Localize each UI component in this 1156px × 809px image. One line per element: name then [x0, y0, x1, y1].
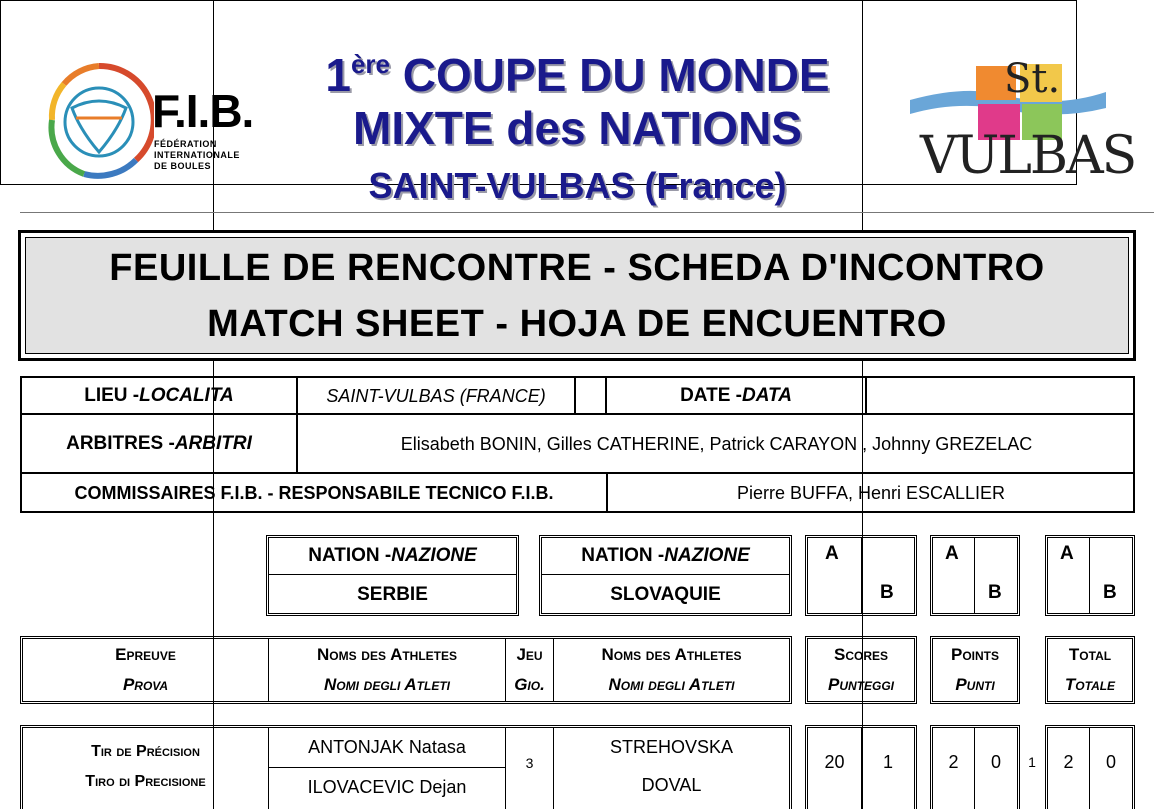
sheet-title-box — [18, 230, 1136, 361]
points-col-a: A — [945, 543, 959, 564]
saint-vulbas-logo-top: St. — [1004, 56, 1061, 102]
title-line-1: 1ère COUPE DU MONDE — [325, 49, 830, 101]
row-epreuve: Tir de Précision Tiro di Precisione — [85, 743, 206, 790]
fib-logo — [44, 60, 254, 182]
nation-b-name: SLOVAQUIE — [610, 584, 721, 605]
points-col-b: B — [988, 582, 1002, 603]
fib-emblem-icon — [44, 60, 154, 182]
date-value — [867, 378, 1133, 414]
row-athlete-b1: STREHOVSKA — [609, 737, 734, 757]
saint-vulbas-logo — [908, 56, 1136, 191]
header-noms-a: Noms des Athletes Nomi degli Atleti — [316, 645, 458, 694]
row-total-b: 0 — [1105, 751, 1116, 772]
nation-b-label: NATION - NAZIONE — [581, 544, 750, 566]
total-col-a: A — [1060, 543, 1074, 564]
fib-logo-sub: FÉDÉRATION INTERNATIONALE DE BOULES — [154, 139, 240, 171]
sheet-title-line-1: FEUILLE DE RENCONTRE - SCHEDA D'INCONTRO — [109, 246, 1045, 289]
row-score-b: 1 — [882, 751, 893, 772]
commissaires-label: COMMISSAIRES F.I.B. - RESPONSABILE TECNICO F.I.B. — [74, 482, 554, 503]
lieu-label: LIEU - LOCALITA — [84, 385, 234, 406]
row-score-a: 20 — [824, 751, 845, 772]
row-total-a: 2 — [1063, 751, 1074, 772]
title-line-3: SAINT-VULBAS (France) — [368, 165, 787, 206]
date-label: DATE - DATA — [680, 385, 792, 406]
row-athlete-a2: ILOVACEVIC Dejan — [307, 776, 467, 797]
arbitres-label: ARBITRES - ARBITRI — [66, 433, 252, 454]
arbitres-value: Elisabeth BONIN, Gilles CATHERINE, Patrick CARAYON , Johnny GREZELAC — [400, 433, 1033, 454]
lieu-value: SAINT-VULBAS (FRANCE) — [298, 378, 576, 414]
nation-a-name: SERBIE — [357, 584, 428, 605]
header-divider — [20, 212, 1154, 213]
total-ab-header — [1045, 535, 1135, 616]
total-col-b: B — [1103, 582, 1117, 603]
header-points: Points Punti — [950, 645, 999, 694]
title-line-2: MIXTE des NATIONS — [353, 102, 802, 154]
row-athlete-a1: ANTONJAK Natasa — [308, 737, 466, 757]
header-epreuve: Epreuve Prova — [115, 645, 176, 694]
row-points-b: 0 — [990, 751, 1001, 772]
sheet-title-line-2: MATCH SHEET - HOJA DE ENCUENTRO — [207, 302, 947, 345]
header-total: Total Totale — [1064, 645, 1116, 694]
fib-logo-text: F.I.B. — [152, 85, 254, 137]
row-athlete-b2: DOVAL — [641, 774, 702, 795]
row-jeu: 3 — [525, 755, 534, 771]
scores-col-b: B — [880, 582, 894, 603]
scores-col-a: A — [825, 543, 839, 564]
commissaires-value: Pierre BUFFA, Henri ESCALLIER — [736, 482, 1006, 503]
points-ab-header — [930, 535, 1020, 616]
row-separator-value: 1 — [1028, 754, 1036, 770]
header-scores: Scores Punteggi — [827, 645, 894, 694]
header-noms-b: Noms des Athletes Nomi degli Atleti — [601, 645, 742, 694]
nation-a-label: NATION - NAZIONE — [308, 544, 477, 566]
header-jeu: Jeu Gio. — [514, 645, 545, 694]
saint-vulbas-logo-text: VULBAS — [920, 126, 1136, 186]
row-points-a: 2 — [948, 751, 959, 772]
